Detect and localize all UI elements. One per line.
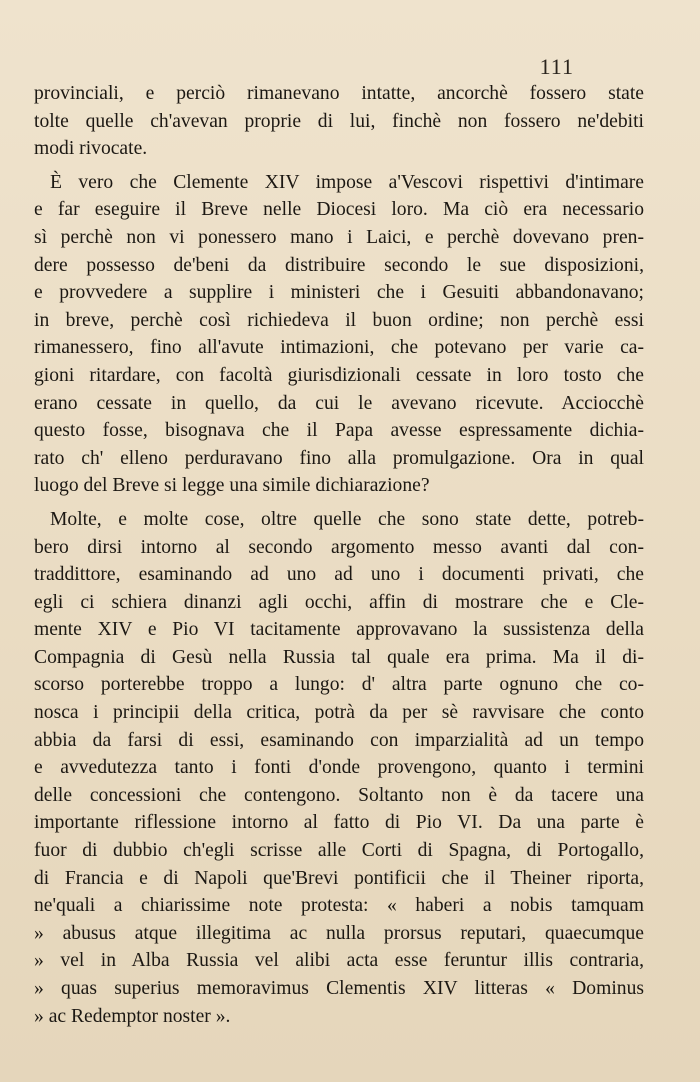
text-line: nosca i principii della critica, potrà da per sè ravvisare che conto <box>34 702 644 724</box>
text-line: importante riflessione intorno al fatto di Pio VI. Da una parte è <box>34 812 644 834</box>
text-line: bero dirsi intorno al secondo argomento messo avanti dal con- <box>34 536 644 558</box>
text-line: egli ci schiera dinanzi agli occhi, affin di mostrare che e Cle- <box>34 591 644 613</box>
text-line: È vero che Clemente XIV impose a'Vescovi rispettivi d'intimare <box>50 171 644 193</box>
text-line: mente XIV e Pio VI tacitamente approvavano la sussistenza della <box>34 619 644 641</box>
text-line: di Francia e di Napoli que'Brevi pontificii che il Theiner riporta, <box>34 867 644 889</box>
text-line: Compagnia di Gesù nella Russia tal quale era prima. Ma il di- <box>34 646 644 668</box>
text-line: e avvedutezza tanto i fonti d'onde provengono, quanto i termini <box>34 757 644 779</box>
text-line: e provvedere a supplire i ministeri che i Gesuiti abbandonavano; <box>34 282 644 304</box>
text-line: tolte quelle ch'avevan proprie di lui, finchè non fossero ne'debiti <box>34 110 644 132</box>
text-line: Molte, e molte cose, oltre quelle che sono state dette, potreb- <box>50 508 644 530</box>
text-line: » abusus atque illegitima ac nulla prorsus reputari, quaecumque <box>34 922 644 944</box>
text-line: » vel in Alba Russia vel alibi acta esse feruntur illis contraria, <box>34 950 644 972</box>
paragraph-3 <box>34 506 644 1030</box>
text-line: provinciali, e perciò rimanevano intatte, ancorchè fossero state <box>34 83 644 104</box>
text-line: luogo del Breve si legge una simile dichiarazione? <box>34 475 430 497</box>
text-line: scorso porterebbe troppo a lungo: d' altra parte ognuno che co- <box>34 674 644 696</box>
text-line: traddittore, esaminando ad uno ad uno i documenti privati, che <box>34 564 644 586</box>
text-line: delle concessioni che contengono. Soltanto non è da tacere una <box>34 784 644 806</box>
text-line: rato ch' elleno perduravano fino alla promulgazione. Ora in qual <box>34 447 644 469</box>
text-line: gioni ritardare, con facoltà giurisdizionali cessate in loro tosto che <box>34 364 644 386</box>
text-line: modi rivocate. <box>34 138 148 160</box>
text-line: fuor di dubbio ch'egli scrisse alle Corti di Spagna, di Portogallo, <box>34 840 644 862</box>
text-line: in breve, perchè così richiedeva il buon ordine; non perchè essi <box>34 309 644 331</box>
text-line: abbia da farsi di essi, esaminando con imparzialità ad un tempo <box>34 729 644 751</box>
text-line: » quas superius memoravimus Clementis XIV litteras « Dominus <box>34 978 644 999</box>
body-text <box>34 80 644 1030</box>
text-line: e far eseguire il Breve nelle Diocesi loro. Ma ciò era necessario <box>34 199 644 221</box>
text-line: sì perchè non vi ponessero mano i Laici, e perchè dovevano pren- <box>34 226 644 248</box>
page-number: 111 <box>539 54 574 79</box>
text-line: » ac Redemptor noster ». <box>34 1005 231 1027</box>
text-line: dere possesso de'beni da distribuire secondo le sue disposizioni, <box>34 254 644 276</box>
paragraph-2 <box>34 169 644 500</box>
text-line: rimanessero, fino all'avute intimazioni, che potevano per varie ca- <box>34 337 644 359</box>
text-line: questo fosse, bisognava che il Papa avesse espressamente dichia- <box>34 420 644 442</box>
text-line: erano cessate in quello, da cui le avevano ricevute. Acciocchè <box>34 392 644 414</box>
text-line: ne'quali a chiarissime note protesta: « haberi a nobis tamquam <box>34 895 644 917</box>
paragraph-1 <box>34 80 644 163</box>
